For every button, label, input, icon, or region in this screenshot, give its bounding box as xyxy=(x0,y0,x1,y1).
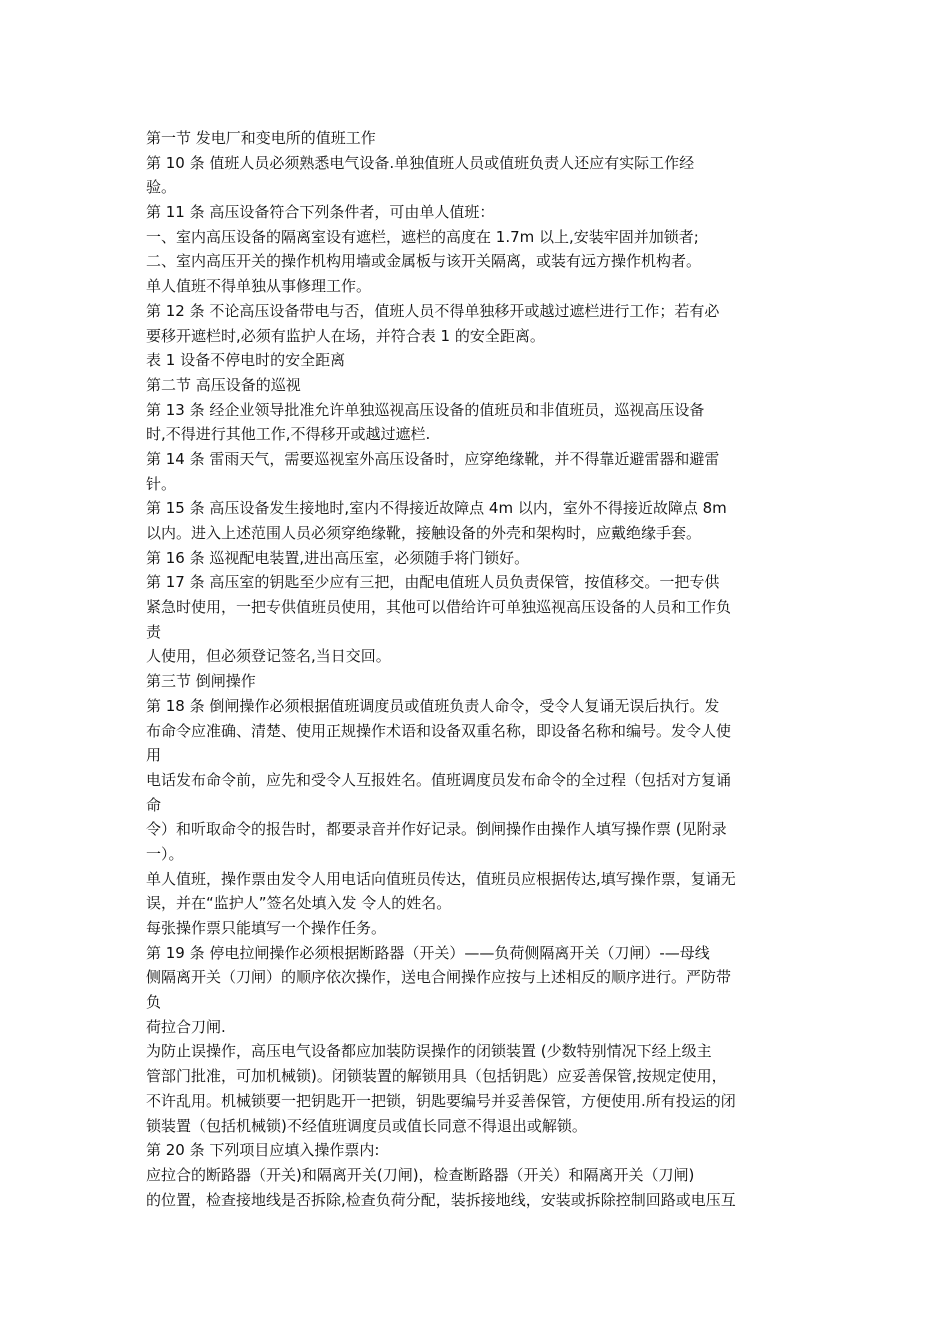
text-line: 布命令应准确、清楚、使用正规操作术语和设备双重名称，即设备名称和编号。发令人使 xyxy=(146,721,732,740)
table-caption: 表 1 设备不停电时的安全距离 xyxy=(146,351,346,370)
text-line: 第 10 条 值班人员必须熟悉电气设备.单独值班人员或值班负责人还应有实际工作经 xyxy=(146,153,695,172)
text-line: 的位置，检查接地线是否拆除,检查负荷分配，装拆接地线，安装或拆除控制回路或电压互 xyxy=(146,1190,736,1209)
text-line: 一）。 xyxy=(146,844,184,863)
text-line: 单人值班，操作票由发令人用电话向值班员传达，值班员应根据传达,填写操作票，复诵无 xyxy=(146,869,736,888)
text-line: 误，并在“监护人”签名处填入发 令人的姓名。 xyxy=(146,894,452,913)
text-line: 荷拉合刀闸. xyxy=(146,1017,226,1036)
text-line: 人使用，但必须登记签名,当日交回。 xyxy=(146,647,391,666)
text-line: 第 16 条 巡视配电装置,进出高压室，必须随手将门锁好。 xyxy=(146,548,530,567)
section-heading: 第二节 高压设备的巡视 xyxy=(146,375,301,394)
text-line: 第 20 条 下列项目应填入操作票内: xyxy=(146,1141,380,1160)
text-line: 要移开遮栏时,必须有监护人在场，并符合表 1 的安全距离。 xyxy=(146,326,545,345)
text-line: 第 18 条 倒闸操作必须根据值班调度员或值班负责人命令，受令人复诵无误后执行。发 xyxy=(146,696,720,715)
text-line: 单人值班不得单独从事修理工作。 xyxy=(146,277,372,296)
text-line: 命 xyxy=(146,795,162,814)
text-line: 时,不得进行其他工作,不得移开或越过遮栏. xyxy=(146,425,431,444)
text-line: 管部门批准，可加机械锁)。闭锁装置的解锁用具（包括钥匙）应妥善保管,按规定使用， xyxy=(146,1067,727,1086)
text-line: 第 11 条 高压设备符合下列条件者，可由单人值班： xyxy=(146,203,495,222)
text-line: 负 xyxy=(146,993,162,1012)
text-line: 用 xyxy=(146,746,162,765)
text-line: 应拉合的断路器（开关)和隔离开关(刀闸)，检查断路器（开关）和隔离开关（刀闸) xyxy=(146,1165,695,1184)
text-line: 责 xyxy=(146,622,162,641)
text-line: 锁装置（包括机械锁)不经值班调度员或值长同意不得退出或解锁。 xyxy=(146,1116,587,1135)
text-line: 二、室内高压开关的操作机构用墙或金属板与该开关隔离，或装有远方操作机构者。 xyxy=(146,252,702,271)
text-line: 紧急时使用，一把专供值班员使用，其他可以借给许可单独巡视高压设备的人员和工作负 xyxy=(146,598,732,617)
document-body xyxy=(146,126,826,1212)
section-heading: 第一节 发电厂和变电所的值班工作 xyxy=(146,129,376,147)
text-line: 针。 xyxy=(146,474,177,493)
text-line: 第 12 条 不论高压设备带电与否，值班人员不得单独移开或越过遮栏进行工作；若有必 xyxy=(146,301,720,320)
text-line: 以内。进入上述范围人员必须穿绝缘靴，接触设备的外壳和架构时，应戴绝缘手套。 xyxy=(146,524,702,542)
text-line: 第 17 条 高压室的钥匙至少应有三把，由配电值班人员负责保管，按值移交。一把专供 xyxy=(146,573,720,592)
text-line: 令）和听取命令的报告时，都要录音并作好记录。倒闸操作由操作人填写操作票 (见附录 xyxy=(146,820,727,839)
text-line: 每张操作票只能填写一个操作任务。 xyxy=(146,919,387,937)
text-line: 电话发布命令前，应先和受令人互报姓名。值班调度员发布命令的全过程（包括对方复诵 xyxy=(146,770,732,789)
section-heading: 第三节 倒闸操作 xyxy=(146,672,256,691)
text-line: 验。 xyxy=(146,178,177,197)
text-line: 为防止误操作，高压电气设备都应加装防误操作的闭锁装置 (少数特别情况下经上级主 xyxy=(146,1042,712,1061)
text-line: 第 13 条 经企业领导批准允许单独巡视高压设备的值班员和非值班员，巡视高压设备 xyxy=(146,400,705,419)
text-line: 第 14 条 雷雨天气，需要巡视室外高压设备时，应穿绝缘靴，并不得靠近避雷器和避雷 xyxy=(146,449,720,468)
text-line: 侧隔离开关（刀闸）的顺序依次操作，送电合闸操作应按与上述相反的顺序进行。严防带 xyxy=(146,968,732,987)
text-line: 第 19 条 停电拉闸操作必须根据断路器（开关）——负荷侧隔离开关（刀闸）-—母线 xyxy=(146,943,710,962)
text-line: 一、室内高压设备的隔离室设有遮栏，遮栏的高度在 1.7m 以上,安装牢固并加锁者; xyxy=(146,227,699,246)
text-line: 不许乱用。机械锁要一把钥匙开一把锁，钥匙要编号并妥善保管，方便使用.所有投运的闭 xyxy=(146,1091,736,1110)
text-line: 第 15 条 高压设备发生接地时,室内不得接近故障点 4m 以内，室外不得接近故障点 8m xyxy=(146,499,727,518)
